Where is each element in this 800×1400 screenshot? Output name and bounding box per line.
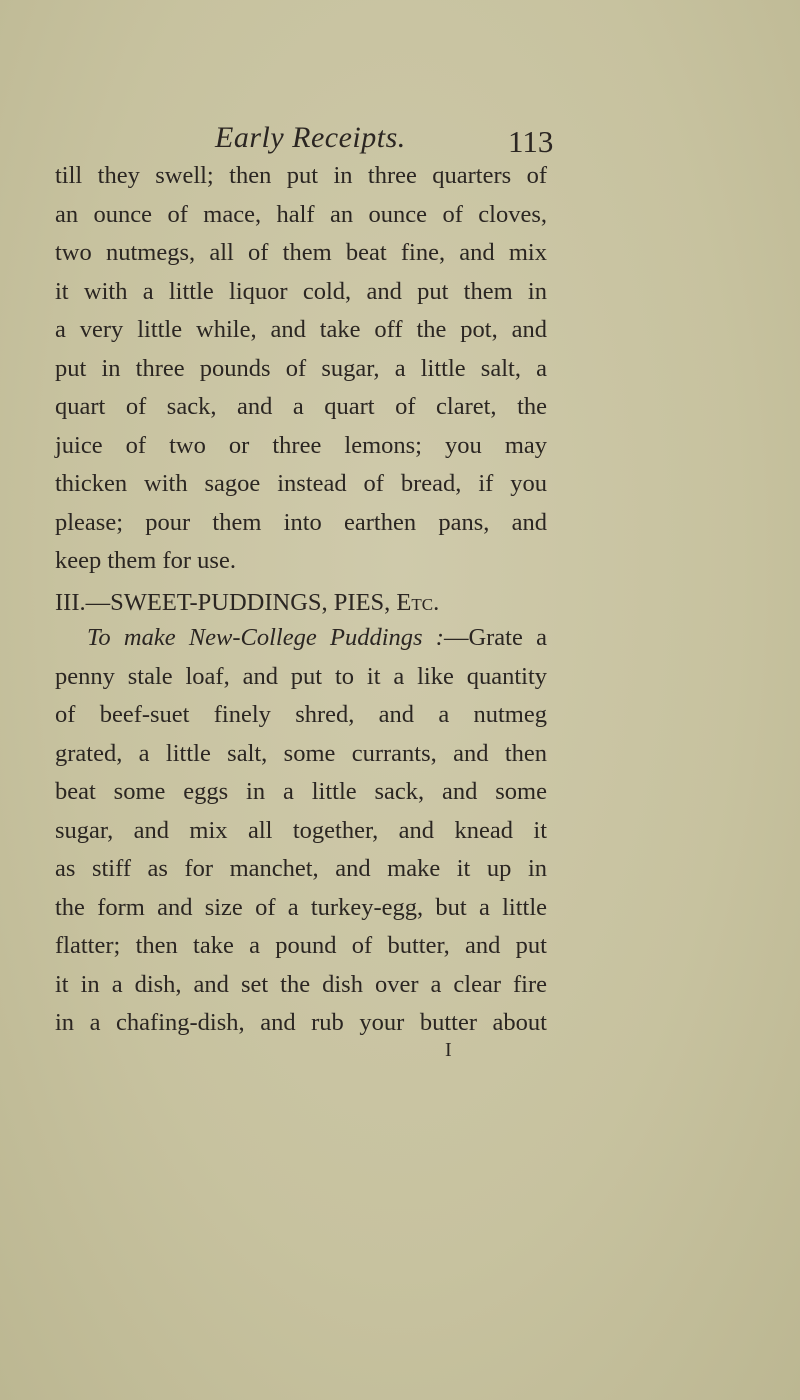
recipe-title: To make New-College Puddings : bbox=[87, 624, 444, 651]
text-line: put in three pounds of sugar, a little salt, a bbox=[55, 354, 547, 382]
text-line: a very little while, and take off the pot, and bbox=[55, 316, 547, 343]
text-line: the form and size of a turkey-egg, but a little bbox=[55, 893, 547, 921]
text-line: two nutmegs, all of them beat fine, and mix bbox=[55, 239, 547, 266]
text-line: flatter; then take a pound of butter, and put bbox=[55, 932, 547, 959]
text-line: as stiff as for manchet, and make it up in bbox=[55, 855, 547, 882]
text-line: thicken with sagoe instead of bread, if you bbox=[55, 470, 547, 497]
text-line: penny stale loaf, and put to it a like quantity bbox=[55, 662, 547, 690]
text-line: till they swell; then put in three quarters of bbox=[55, 162, 547, 189]
text-line: keep them for use. bbox=[55, 547, 236, 574]
signature-mark: I bbox=[445, 1039, 452, 1061]
text-line: it with a little liquor cold, and put them in bbox=[55, 277, 547, 305]
text-line: beat some eggs in a little sack, and some bbox=[55, 778, 547, 805]
text-line: an ounce of mace, half an ounce of cloves, bbox=[55, 200, 547, 228]
text-line: grated, a little salt, some currants, and then bbox=[55, 739, 547, 767]
recipe-first-line-rest: —Grate a bbox=[443, 624, 547, 651]
text-line: of beef-suet finely shred, and a nutmeg bbox=[55, 701, 547, 728]
text-line: please; pour them into earthen pans, and bbox=[55, 508, 547, 536]
text-line: it in a dish, and set the dish over a clear fire bbox=[55, 970, 547, 998]
recipe-paragraph bbox=[55, 619, 547, 1043]
text-line: in a chafing-dish, and rub your butter about bbox=[55, 1009, 547, 1036]
page-number: 113 bbox=[508, 124, 554, 159]
text-line: quart of sack, and a quart of claret, the bbox=[55, 393, 547, 420]
recipe-first-line bbox=[55, 619, 547, 658]
section-heading-main: III.—SWEET-PUDDINGS, PIES, bbox=[55, 589, 397, 616]
running-head bbox=[0, 118, 800, 158]
section-heading-etc: Etc. bbox=[396, 589, 440, 616]
running-title: Early Receipts. bbox=[215, 121, 406, 154]
text-line: juice of two or three lemons; you may bbox=[55, 431, 547, 459]
paragraph-continuation bbox=[55, 157, 547, 581]
text-line: sugar, and mix all together, and knead it bbox=[55, 816, 547, 844]
section-heading bbox=[55, 583, 547, 623]
